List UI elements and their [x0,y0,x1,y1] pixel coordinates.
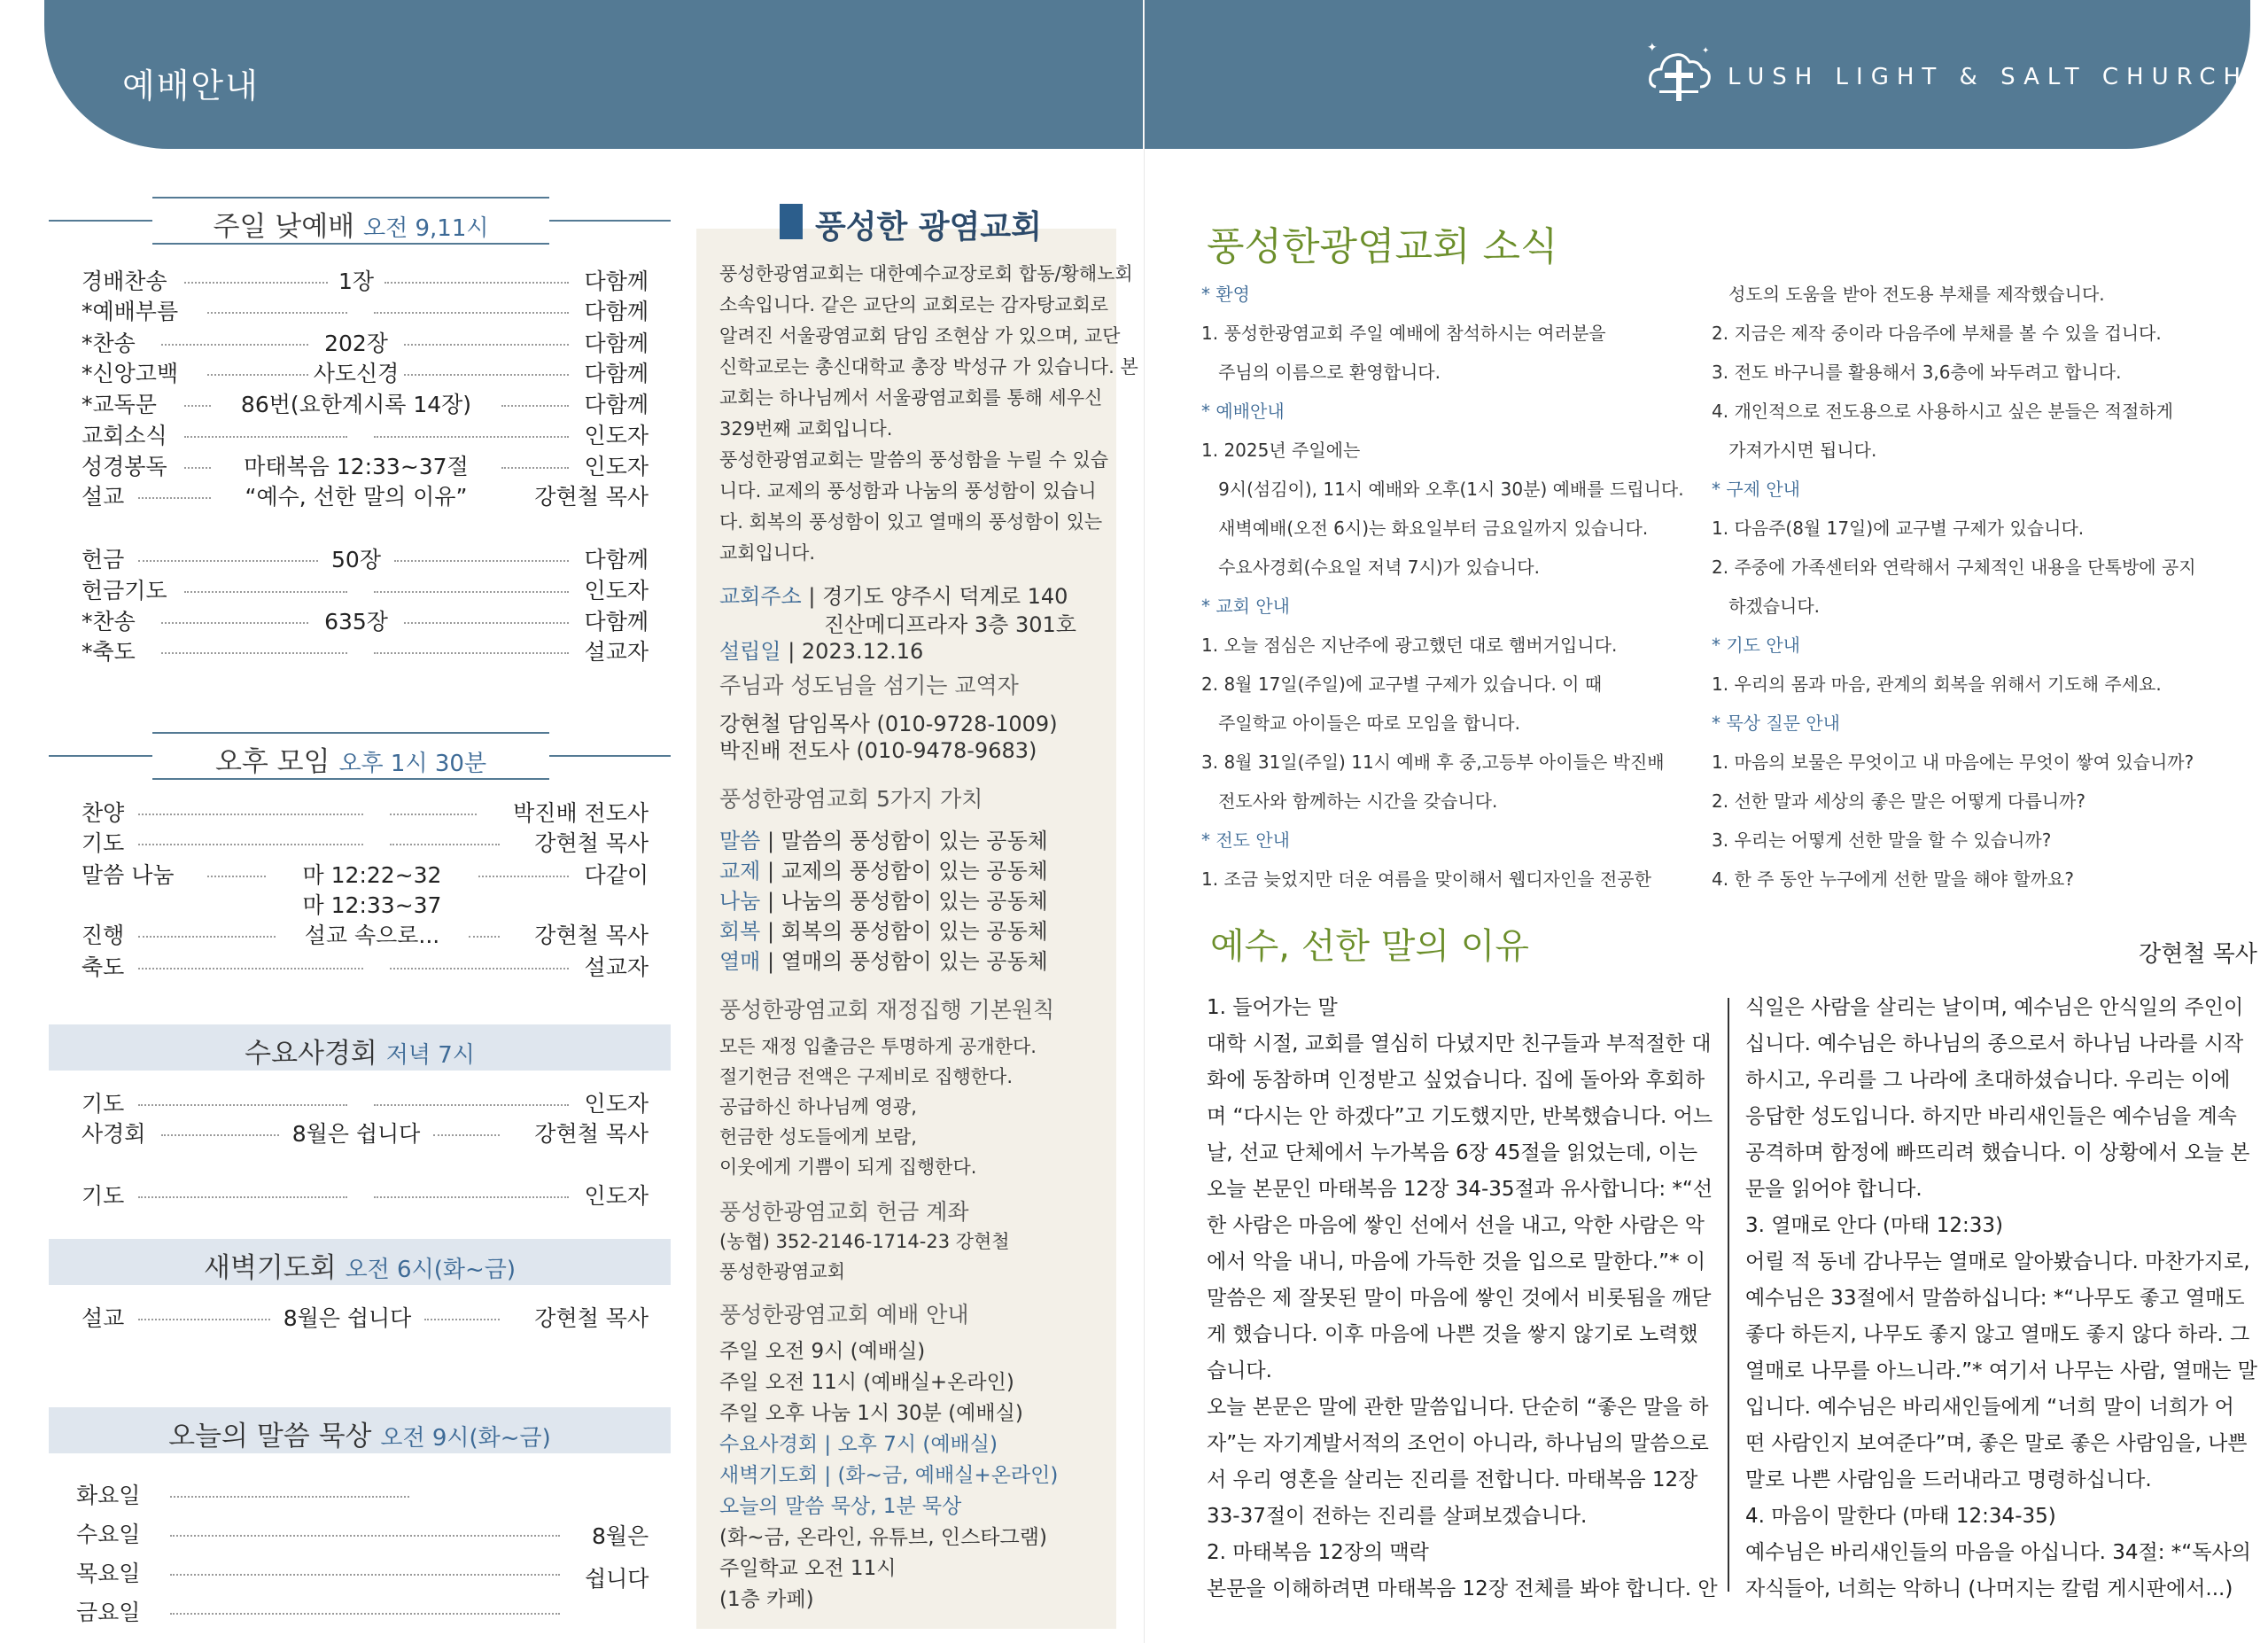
sunday-row-label: 교회소식 [82,423,167,448]
address-line-2: 진산메디프라자 3층 301호 [824,612,1076,637]
dotted-leader [404,344,569,346]
sermon-line: 어릴 적 동네 감나무는 열매로 알아봤습니다. 마찬가지로, [1745,1250,2250,1273]
page-fold [1144,0,1145,1643]
dotted-leader [404,374,569,376]
dotted-leader [170,1496,409,1498]
dotted-leader [184,282,328,284]
news-line: 1. 풍성한광염교회 주일 예배에 참석하시는 여러분을 [1201,323,1606,344]
sermon-line: 하시고, 우리를 그 나라에 초대하셨습니다. 우리는 이에 [1745,1069,2231,1092]
sunday-row-label: *축도 [82,639,136,665]
sermon-line: 2. 마태복음 12장의 맥락 [1207,1541,1429,1564]
dawn-heading [49,1245,671,1285]
church-founded: 설립일 | 2023.12.16 [719,639,924,664]
worship-info-line: 수요사경회 | 오후 7시 (예배실) [719,1433,998,1456]
sunday-row-label: 경배찬송 [82,269,167,294]
wednesday-row [82,1086,649,1117]
sermon-line: 말씀은 제 잘못된 말이 마음에 쌓인 것에서 비롯됨을 깨닫 [1207,1287,1712,1310]
intro-line: 알려진 서울광염교회 담임 조현삼 가 있으며, 교단 [719,325,1121,347]
value-key: 열매 [719,949,761,974]
sunday-row-label: *예배부름 [82,299,179,324]
sunday-row [82,326,649,356]
sunday-row-leader: 다함께 [584,269,649,294]
sunday-row-label: 성경봉독 [82,454,167,479]
value-key: 교제 [719,859,761,884]
sunday-row [82,604,649,635]
founded-label: 설립일 [719,639,781,664]
meditation-day: 금요일 [76,1600,141,1625]
sunday-row-label: 설교 [82,484,125,510]
dotted-leader [138,560,318,562]
dotted-leader [170,1535,560,1537]
news-heading: * 묵상 질문 안내 [1712,712,1840,734]
afternoon-row-leader: 강현철 목사 [534,923,649,948]
meditation-heading [49,1413,671,1453]
sunday-row [82,356,649,386]
dotted-leader [501,467,569,469]
news-line: 새벽예배(오전 6시)는 화요일부터 금요일까지 있습니다. [1201,518,1649,539]
finance-line: 절기헌금 전액은 구제비로 집행한다. [719,1066,1013,1087]
wednesday-row-leader: 인도자 [584,1183,649,1209]
sunday-row [82,573,649,603]
afternoon-row [82,826,649,856]
sunday-row [82,264,649,294]
sunday-row-content: “예수, 선한 말의 이유” [245,484,468,510]
address-line-1: 경기도 양주시 덕계로 140 [822,584,1068,609]
wednesday-row-content: 8월은 쉽니다 [291,1121,421,1147]
dawn-time: 오전 6시(화~금) [345,1257,517,1283]
sunday-row-content: 50장 [331,547,381,572]
value-text: 교제의 풍성함이 있는 공동체 [781,859,1048,884]
finance-line: 이웃에게 기쁨이 되게 집행한다. [719,1156,977,1178]
sunday-divider-right [549,220,671,222]
dawn-row-label: 설교 [82,1305,125,1331]
news-line: 4. 한 주 동안 누구에게 선한 말을 해야 할까요? [1712,868,2074,890]
wednesday-title: 수요사경회 [245,1038,377,1070]
sunday-row-leader: 다함께 [584,331,649,356]
afternoon-divider-left [49,755,152,757]
wednesday-row-label: 기도 [82,1091,125,1117]
sunday-row [82,418,649,448]
sermon-line: 서 우리 영혼을 살리는 진리를 전합니다. 마태복음 12장 [1207,1468,1698,1491]
sunday-row-content: 마태복음 12:33~37절 [244,454,469,479]
meditation-title: 오늘의 말씀 묵상 [168,1421,372,1452]
sunday-row-label: *찬송 [82,331,136,356]
dotted-leader [207,876,266,877]
value-key: 회복 [719,919,761,944]
dotted-leader [374,312,569,314]
page-title: 예배안내 [122,66,260,105]
dotted-leader [469,936,500,938]
sermon-line: 입니다. 예수님은 바리새인들에게 “너희 말이 너희가 어 [1745,1396,2234,1419]
news-heading: * 예배안내 [1201,401,1285,422]
sermon-line: 날, 선교 단체에서 누가복음 6장 45절을 읽었는데, 이는 [1207,1141,1698,1164]
worship-info-line: 오늘의 말씀 묵상, 1분 묵상 [719,1495,962,1518]
sunday-row-leader: 인도자 [584,423,649,448]
dotted-leader [424,1319,500,1320]
dotted-leader [390,844,500,845]
dotted-leader [138,1104,347,1106]
wednesday-time: 저녁 7시 [385,1042,475,1069]
sermon-line: 예수님은 바리새인들의 마음을 아십니다. 34절: *“독사의 [1745,1541,2251,1564]
afternoon-divider-top [152,732,549,734]
dotted-leader [374,1104,569,1106]
dotted-leader [184,467,211,469]
sunday-row [82,542,649,572]
news-line: 주일학교 아이들은 따로 모임을 합니다. [1201,712,1520,734]
dotted-leader [478,876,569,877]
sermon-line: 식일은 사람을 살리는 날이며, 예수님은 안식일의 주인이 [1745,996,2244,1019]
afternoon-time: 오후 1시 30분 [338,751,487,777]
afternoon-row [82,918,649,948]
sunday-row-label: 헌금 [82,547,125,572]
value-item: 회복 | 회복의 풍성함이 있는 공동체 [719,919,1048,944]
news-heading: * 환영 [1201,284,1250,305]
wednesday-row-leader: 강현철 목사 [534,1121,649,1147]
sermon-line: 자”는 자기계발서적의 조언이 아니라, 하나님의 말씀으로 [1207,1432,1709,1455]
afternoon-row [82,888,649,918]
sunday-row-content: 사도신경 [313,361,400,386]
sermon-line: 공격하며 함정에 빠뜨리려 했습니다. 이 상황에서 오늘 본 [1745,1141,2250,1164]
worship-info-line: 새벽기도회 | (화~금, 예배실+온라인) [719,1464,1059,1487]
dawn-row-leader: 강현철 목사 [534,1305,649,1331]
sunday-divider-left [49,220,152,222]
sunday-row-leader: 다함께 [584,392,649,417]
worship-info-line: 주일 오후 나눔 1시 30분 (예배실) [719,1402,1023,1425]
address-label: 교회주소 [719,584,802,609]
afternoon-row-label: 찬양 [82,800,125,826]
sermon-line: 오늘 본문은 말에 관한 말씀입니다. 단순히 “좋은 말을 하 [1207,1396,1709,1419]
news-line: 수요사경회(수요일 저녁 7시)가 있습니다. [1201,557,1540,578]
news-line: 3. 전도 바구니를 활용해서 3,6층에 놔두려고 합니다. [1712,362,2122,383]
sermon-line: 본문을 이해하려면 마태복음 12장 전체를 봐야 합니다. 안 [1207,1577,1718,1600]
dotted-leader [374,591,569,593]
intro-line: 교회입니다. [719,542,816,564]
sunday-time: 오전 9,11시 [362,215,489,242]
dotted-leader [138,814,363,815]
news-line: 하겠습니다. [1712,596,1821,617]
sermon-line: 오늘 본문인 마태복음 12장 34-35절과 유사합니다: *“선 [1207,1178,1713,1201]
sunday-row-label: *찬송 [82,609,136,635]
value-item: 나눔 | 나눔의 풍성함이 있는 공동체 [719,889,1048,914]
dotted-leader [161,652,347,654]
finance-line: 모든 재정 입출금은 투명하게 공개한다. [719,1036,1037,1057]
dotted-leader [138,1196,347,1198]
afternoon-row-content: 설교 속으로... [304,923,440,948]
afternoon-row-leader: 설교자 [584,954,649,980]
meditation-day: 수요일 [76,1522,141,1547]
news-heading: * 교회 안내 [1201,596,1290,617]
news-heading: * 전도 안내 [1201,829,1290,851]
sunday-row [82,479,649,510]
sermon-line: 좋다 하든지, 나무도 좋지 않고 열매도 좋지 않다 하라. 그 [1745,1323,2250,1346]
sermon-column-divider [1728,998,1729,1592]
sermon-author: 강현철 목사 [2139,941,2257,968]
meditation-day: 목요일 [76,1561,141,1586]
sunday-row [82,635,649,665]
sunday-row-content: 202장 [324,331,388,356]
dotted-leader [138,497,211,499]
news-line: 1. 다음주(8월 17일)에 교구별 구제가 있습니다. [1712,518,2085,539]
sunday-row-leader: 다함께 [584,361,649,386]
value-text: 나눔의 풍성함이 있는 공동체 [781,889,1048,914]
finance-heading: 풍성한광염교회 재정집행 기본원칙 [719,997,1055,1023]
wednesday-row-label: 기도 [82,1183,125,1209]
news-heading: * 구제 안내 [1712,479,1800,500]
news-line: 3. 8월 31일(주일) 11시 예배 후 중,고등부 아이들은 박진배 [1201,751,1665,773]
value-key: 말씀 [719,829,761,853]
afternoon-title: 오후 모임 [214,746,330,778]
sunday-divider-top [152,197,549,199]
meditation-note-1: 8월은 [592,1523,649,1549]
finance-line: 공급하신 하나님께 영광, [719,1096,917,1117]
intro-line: 교회는 하나님께서 서울광염교회를 통해 세우신 [719,387,1103,409]
svg-text:✦: ✦ [1702,46,1710,56]
sermon-line: 대학 시절, 교회를 열심히 다녔지만 친구들과 부적절한 대 [1207,1032,1712,1055]
sermon-line: 문을 읽어야 합니다. [1745,1178,1922,1201]
news-line: 9시(섬김이), 11시 예배와 오후(1시 30분) 예배를 드립니다. [1201,479,1684,500]
worship-info-line: 주일학교 오전 11시 [719,1557,897,1580]
worship-info-line: 주일 오전 9시 (예배실) [719,1340,926,1363]
dotted-leader [161,1134,279,1136]
dotted-leader [374,1196,569,1198]
dotted-leader [390,814,477,815]
news-line: 가져가시면 됩니다. [1712,440,1877,461]
intro-line: 다. 회복의 풍성함이 있고 열매의 풍성함이 있는 [719,511,1103,533]
afternoon-row-leader: 강현철 목사 [534,830,649,856]
sunday-row-leader: 강현철 목사 [534,484,649,510]
value-item: 말씀 | 말씀의 풍성함이 있는 공동체 [719,829,1048,853]
worship-info-line: (1층 카페) [719,1588,814,1611]
meditation-time: 오전 9시(화~금) [380,1425,551,1452]
dotted-leader [161,622,308,624]
sermon-line: 화에 동참하며 인정받고 싶었습니다. 집에 돌아와 후회하 [1207,1069,1705,1092]
sunday-row-leader: 다함께 [584,609,649,635]
sermon-line: 응답한 성도입니다. 하지만 바리새인들은 예수님을 계속 [1745,1105,2237,1128]
dotted-leader [207,312,347,314]
value-text: 회복의 풍성함이 있는 공동체 [781,919,1048,944]
news-line: 전도사와 함께하는 시간을 갖습니다. [1201,790,1498,812]
dotted-leader [394,560,569,562]
dotted-leader [184,591,347,593]
staff-heading: 주님과 성도님을 섬기는 교역자 [719,673,1019,698]
dotted-leader [184,405,211,407]
sermon-line: 한 사람은 마음에 쌓인 선에서 선을 내고, 악한 사람은 악 [1207,1214,1705,1237]
meditation-note-2: 쉽니다 [585,1566,649,1592]
intro-line: 풍성한광염교회는 말씀의 풍성함을 누릴 수 있습 [719,449,1109,471]
sunday-title: 주일 낮예배 [213,211,355,243]
worship-info-line: (화~금, 온라인, 유튜브, 인스타그램) [719,1526,1047,1549]
intro-line: 소속입니다. 같은 교단의 교회로는 감자탕교회로 [719,294,1109,315]
value-key: 나눔 [719,889,761,914]
dotted-leader [384,282,569,284]
dawn-title: 새벽기도회 [203,1252,337,1284]
sunday-row-leader: 다함께 [584,299,649,324]
dotted-leader [138,844,363,845]
dotted-leader [138,1319,270,1320]
dotted-leader [404,622,569,624]
dotted-leader [138,968,363,969]
news-line: 2. 선한 말과 세상의 좋은 말은 어떻게 다릅니까? [1712,790,2085,812]
sunday-row-content: 86번(요한계시록 14장) [240,392,472,417]
news-heading: * 기도 안내 [1712,635,1800,656]
church-info-title: 풍성한 광염교회 [815,209,1042,245]
news-line: 1. 우리의 몸과 마음, 관계의 회복을 위해서 기도해 주세요. [1712,674,2162,695]
sermon-line: 4. 마음이 말한다 (마태 12:34-35) [1745,1505,2056,1528]
afternoon-row-leader: 다같이 [584,862,649,888]
sermon-line: 1. 들어가는 말 [1207,996,1338,1019]
sunday-row-label: *신앙고백 [82,361,179,386]
dotted-leader [390,968,569,969]
dotted-leader [501,405,569,407]
intro-line: 신학교로는 총신대학교 총장 박성규 가 있습니다. 본 [719,356,1138,378]
sunday-row-leader: 설교자 [584,639,649,665]
sermon-line: 3. 열매로 안다 (마태 12:33) [1745,1214,2003,1237]
meditation-day: 화요일 [76,1483,141,1508]
dotted-leader [138,936,276,938]
values-heading: 풍성한광염교회 5가지 가치 [719,786,983,812]
afternoon-row-label: 진행 [82,923,125,948]
afternoon-heading [152,739,549,779]
worship-info-heading: 풍성한광염교회 예배 안내 [719,1302,969,1328]
finance-line: 헌금한 성도들에게 보람, [719,1126,917,1148]
wednesday-row [82,1179,649,1209]
sunday-row-content: 1장 [338,269,375,294]
news-line: 1. 오늘 점심은 지난주에 광고했던 대로 햄버거입니다. [1201,635,1618,656]
sunday-row [82,449,649,479]
afternoon-row-label: 기도 [82,830,125,856]
dotted-leader [170,1613,560,1615]
dawn-row-content: 8월은 쉽니다 [283,1305,412,1331]
dotted-leader [161,344,308,346]
afternoon-divider-right [549,755,671,757]
sermon-line: 33-37절이 전하는 진리를 살펴보겠습니다. [1207,1505,1588,1528]
dotted-leader [184,436,347,438]
afternoon-row [82,858,649,888]
wednesday-row [82,1117,649,1147]
dotted-leader [170,1574,560,1576]
sunday-worship-heading [152,204,549,244]
sunday-row-leader: 다함께 [584,547,649,572]
sunday-row-label: 헌금기도 [82,578,167,603]
news-line: 성도의 도움을 받아 전도용 부채를 제작했습니다. [1712,284,2105,305]
sunday-row-label: *교독문 [82,392,157,417]
news-line: 3. 우리는 어떻게 선한 말을 할 수 있습니까? [1712,829,2052,851]
church-address: 교회주소 | 경기도 양주시 덕계로 140 [719,584,1068,609]
account-line-1: (농협) 352-2146-1714-23 강현철 [719,1231,1010,1252]
news-line: 1. 조금 늦었지만 더운 여름을 맞이해서 웹디자인을 전공한 [1201,868,1651,890]
svg-text:✦: ✦ [1647,41,1658,55]
afternoon-row-label: 말씀 나눔 [82,862,175,888]
sunday-row-content: 635장 [324,609,388,635]
sermon-line: 예수님은 33절에서 말씀하십니다: *“나무도 좋고 열매도 [1745,1287,2245,1310]
account-line-2: 풍성한광염교회 [719,1261,846,1282]
dotted-leader [207,374,308,376]
news-line: 4. 개인적으로 전도용으로 사용하시고 싶은 분들은 적절하게 [1712,401,2173,422]
news-line: 2. 지금은 제작 중이라 다음주에 부채를 볼 수 있을 겁니다. [1712,323,2162,344]
sermon-line: 자식들아, 너희는 악하니 (나머지는 칼럼 게시판에서...) [1745,1577,2233,1600]
sermon-line: 십니다. 예수님은 하나님의 종으로서 하나님 나라를 시작 [1745,1032,2244,1055]
afternoon-row [82,796,649,826]
sermon-line: 열매로 나무를 아느니라.”* 여기서 나무는 사람, 열매는 말 [1745,1359,2258,1382]
wednesday-heading [49,1031,671,1071]
sermon-line: 게 했습니다. 이후 마음에 나쁜 것을 쌓지 않기로 노력했 [1207,1323,1698,1346]
founded-date: 2023.12.16 [801,639,924,664]
dotted-leader [374,652,569,654]
staff-line-1: 강현철 담임목사 (010-9728-1009) [719,712,1058,736]
afternoon-row-label: 축도 [82,954,125,980]
sunday-row [82,387,649,417]
worship-info-line: 주일 오전 11시 (예배실+온라인) [719,1371,1014,1394]
afternoon-row [82,950,649,980]
sermon-line: 말로 나쁜 사람임을 드러내라고 명령하십니다. [1745,1468,2152,1491]
news-line: 1. 마음의 보물은 무엇이고 내 마음에는 무엇이 쌓여 있습니까? [1712,751,2194,773]
sermon-line: 며 “다시는 안 하겠다”고 기도했지만, 반복했습니다. 어느 [1207,1105,1713,1128]
sunday-row-leader: 인도자 [584,454,649,479]
sunday-row [82,294,649,324]
intro-line: 풍성한광염교회는 대한예수교장로회 합동/황해노회 [719,263,1133,284]
value-text: 열매의 풍성함이 있는 공동체 [781,949,1048,974]
intro-line: 329번째 교회입니다. [719,418,893,440]
wednesday-row-label: 사경회 [82,1121,146,1147]
sermon-line: 습니다. [1207,1359,1272,1382]
value-item: 교제 | 교제의 풍성함이 있는 공동체 [719,859,1048,884]
church-cross-icon [1643,35,1716,108]
afternoon-row-content: 마 12:33~37 [302,892,442,918]
dawn-row [82,1301,649,1331]
dotted-leader [374,436,569,438]
news-line: 2. 8월 17일(주일)에 교구별 구제가 있습니다. 이 때 [1201,674,1603,695]
sermon-title: 예수, 선한 말의 이유 [1210,926,1529,967]
sermon-line: 떤 사람인지 보여준다”며, 좋은 말로 좋은 사람임을, 나쁜 [1745,1432,2248,1455]
church-cross-logo-icon [780,204,803,239]
intro-line: 니다. 교제의 풍성함과 나눔의 풍성함이 있습니 [719,480,1097,502]
value-item: 열매 | 열매의 풍성함이 있는 공동체 [719,949,1048,974]
staff-line-2: 박진배 전도사 (010-9478-9683) [719,738,1037,763]
news-line: 2. 주중에 가족센터와 연락해서 구체적인 내용을 단톡방에 공지 [1712,557,2196,578]
dotted-leader [433,1134,500,1136]
value-text: 말씀의 풍성함이 있는 공동체 [781,829,1048,853]
afternoon-row-content: 마 12:22~32 [302,862,442,888]
afternoon-row-leader: 박진배 전도사 [513,800,649,826]
news-title: 풍성한광염교회 소식 [1207,224,1558,269]
church-name-logo: LUSH LIGHT & SALT CHURCH [1728,64,2249,90]
news-line: 1. 2025년 주일에는 [1201,440,1361,461]
wednesday-row-leader: 인도자 [584,1091,649,1117]
news-line: 주님의 이름으로 환영합니다. [1201,362,1441,383]
sermon-line: 에서 악을 내니, 마음에 가득한 것을 입으로 말한다.”* 이 [1207,1250,1706,1273]
account-heading: 풍성한광염교회 헌금 계좌 [719,1199,969,1225]
sunday-row-leader: 인도자 [584,578,649,603]
